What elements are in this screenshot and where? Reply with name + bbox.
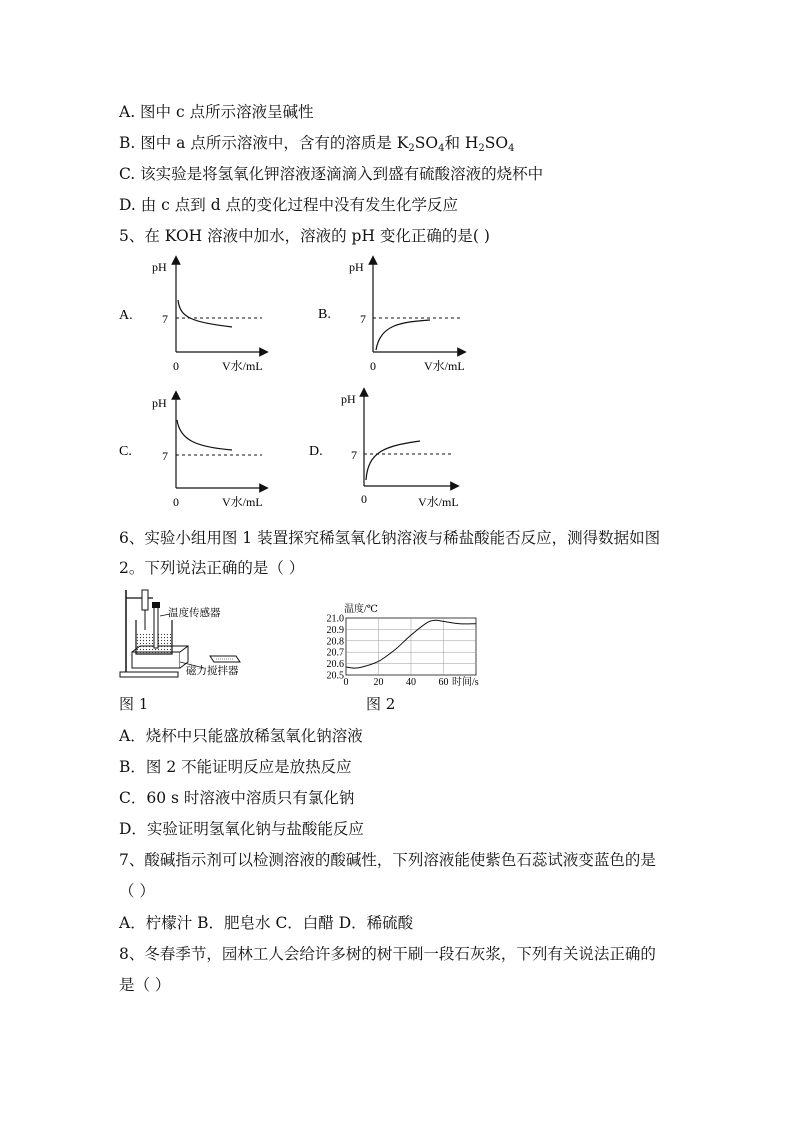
graph-b-ylabel: pH (349, 260, 364, 274)
chart-xtick-label: 60 (438, 677, 449, 688)
graph-d-option-label: D. (309, 444, 323, 459)
q8-stem-line2: 是（ ） (119, 976, 171, 994)
graph-d-xlabel: V水/mL (418, 495, 459, 509)
graph-c (119, 395, 264, 509)
q6-option-d: D．实验证明氢氧化钠与盐酸能反应 (119, 820, 364, 838)
figure-1-apparatus (118, 588, 258, 688)
graph-a (119, 260, 264, 373)
graph-d (309, 392, 459, 509)
graph-c-zero: 0 (173, 495, 179, 509)
q4-option-d: D. 由 c 点到 d 点的变化过程中没有发生化学反应 (119, 196, 459, 214)
chart-xtick-label: 40 (406, 677, 416, 688)
q4-option-b: B. 图中 a 点所示溶液中，含有的溶质是 $K_2SO_4$和 $H_2SO_4$ (119, 134, 515, 154)
chart-ytick-label: 20.6 (326, 659, 344, 671)
graph-c-ylabel: pH (152, 396, 167, 410)
q4-option-c: C. 该实验是将氢氧化钾溶液逐滴滴入到盛有硫酸溶液的烧杯中 (119, 165, 544, 183)
graph-a-seven: 7 (162, 312, 168, 326)
q5-stem: 5、在 KOH 溶液中加水，溶液的 pH 变化正确的是( ) (119, 227, 490, 245)
graph-a-zero: 0 (173, 359, 179, 373)
graph-a-ylabel: pH (152, 260, 167, 274)
stirrer-label: 磁力搅拌器 (186, 666, 239, 677)
chart-ytick-label: 20.8 (326, 636, 344, 648)
graph-c-option-label: C. (119, 444, 132, 459)
q6-option-b: B．图 2 不能证明反应是放热反应 (119, 758, 352, 776)
graph-c-seven: 7 (162, 449, 168, 463)
figure-2-chart (310, 598, 500, 693)
graph-a-xlabel: V水/mL (222, 359, 263, 373)
chart-ytick-label: 20.9 (326, 624, 344, 636)
chart-ytick-label: 21.0 (326, 613, 344, 625)
q8-stem-line1: 8、冬春季节，园林工人会给许多树的树干刷一段石灰浆，下列有关说法正确的 (119, 945, 656, 963)
figure-1-caption: 图 1 (119, 695, 149, 713)
graph-b-xlabel: V水/mL (424, 359, 465, 373)
q6-option-a: A．烧杯中只能盛放稀氢氧化钠溶液 (119, 727, 363, 745)
graph-c-xlabel: V水/mL (222, 495, 263, 509)
graph-b-option-label: B. (318, 307, 331, 322)
sensor-label: 温度传感器 (168, 608, 221, 619)
q6-option-c: C．60 s 时溶液中溶质只有氯化钠 (119, 789, 355, 807)
q7-stem-line2: （ ） (119, 882, 155, 900)
q5-graphs (0, 250, 794, 518)
chart-ylabel: 温度/℃ (344, 604, 378, 615)
chart-ytick-label: 20.5 (326, 670, 344, 682)
figure-2-caption: 图 2 (366, 695, 396, 713)
q4-option-a: A. 图中 c 点所示溶液呈碱性 (119, 103, 314, 121)
graph-b (318, 260, 465, 373)
chart-xtick-label: 20 (373, 677, 384, 688)
graph-d-seven: 7 (351, 448, 357, 462)
q7-options: A．柠檬汁 B．肥皂水 C．白醋 D．稀硫酸 (119, 914, 414, 932)
chart-ytick-label: 20.7 (326, 647, 344, 659)
graph-b-zero: 0 (370, 359, 376, 373)
q6-stem-line2: 2。下列说法正确的是（ ） (119, 559, 305, 577)
graph-b-seven: 7 (360, 312, 366, 326)
q7-stem-line1: 7、酸碱指示剂可以检测溶液的酸碱性，下列溶液能使紫色石蕊试液变蓝色的是 (119, 851, 656, 869)
graph-a-option-label: A. (119, 308, 133, 323)
graph-d-zero: 0 (361, 492, 367, 506)
chart-xtick-label: 0 (343, 677, 349, 688)
graph-d-ylabel: pH (341, 392, 356, 406)
q6-stem-line1: 6、实验小组用图 1 装置探究稀氢氧化钠溶液与稀盐酸能否反应，测得数据如图 (119, 529, 661, 547)
chart-xlabel: 时间/s (452, 677, 479, 688)
